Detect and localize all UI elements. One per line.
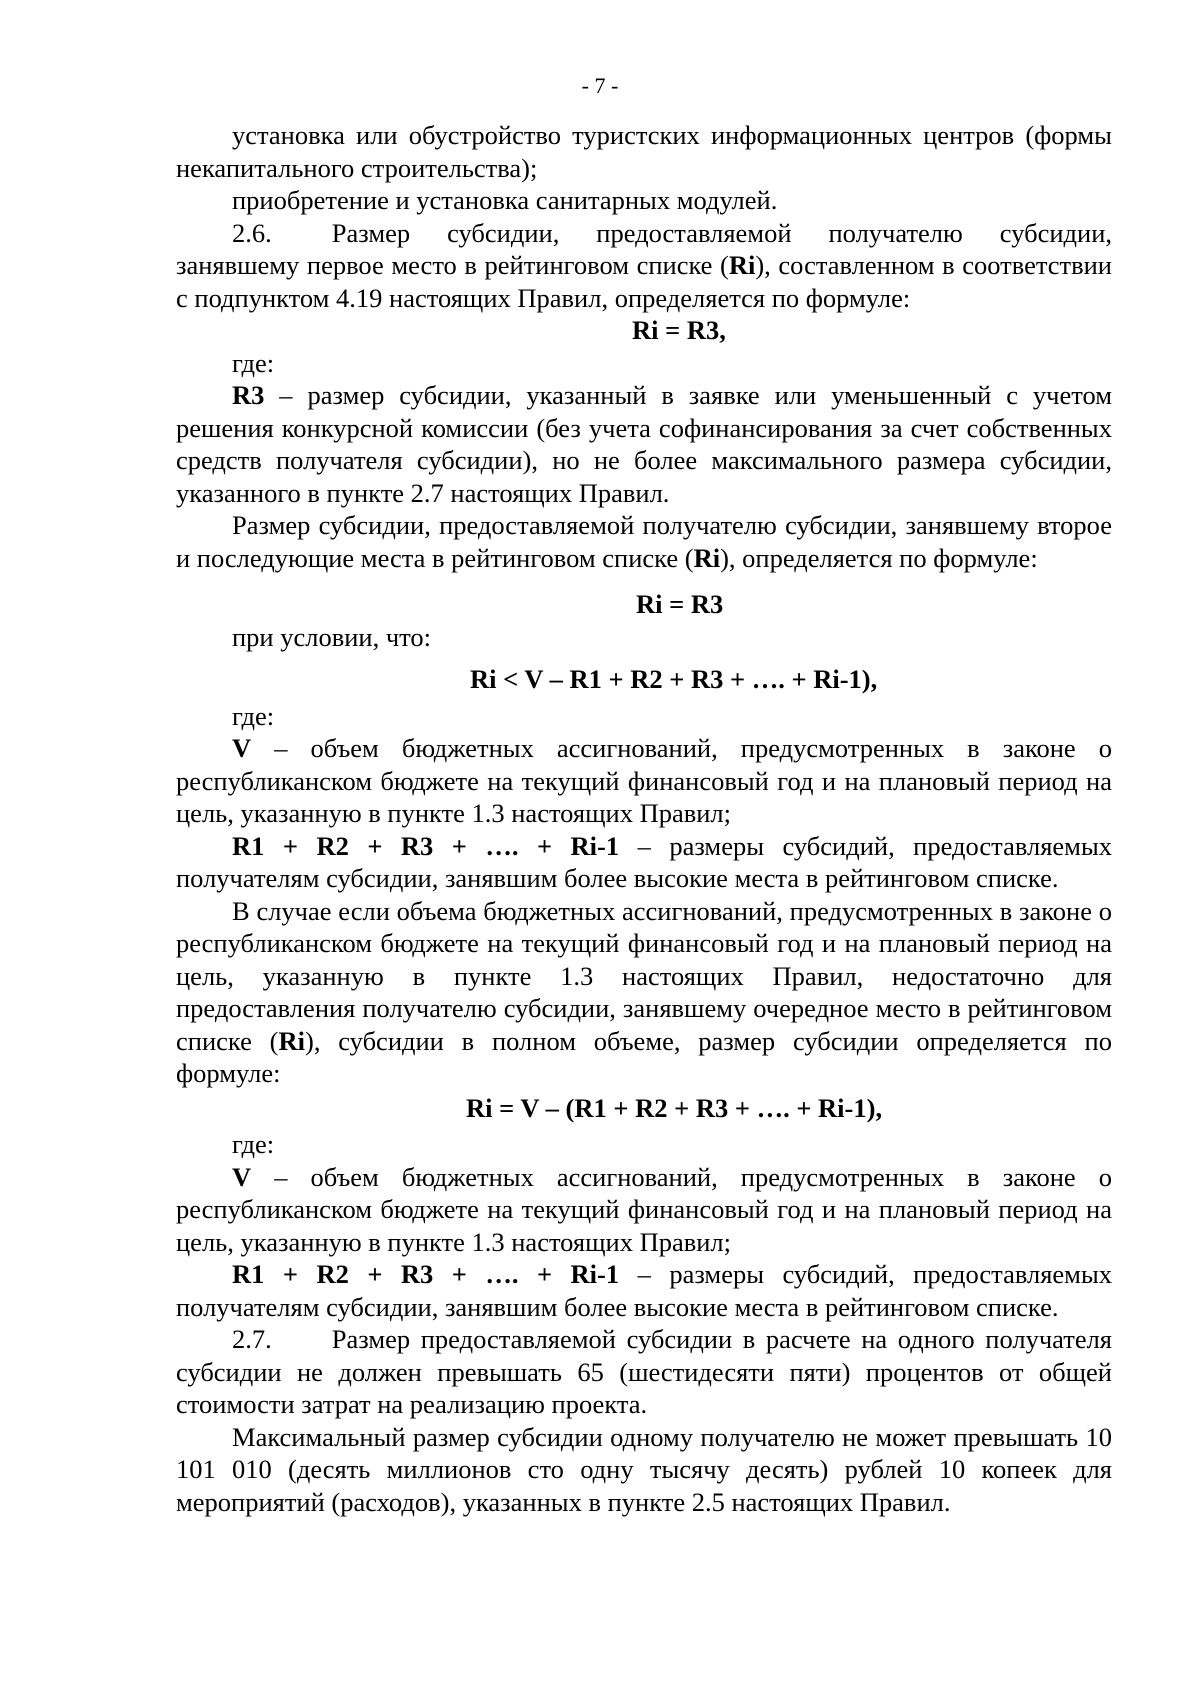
paragraph-tourist-centers: установка или обустройство туристских информационных центров (формы некапитального строительства); <box>176 120 1112 183</box>
document-body <box>176 119 1112 1518</box>
clause-number: 2.6. <box>232 217 272 248</box>
paragraph-2-7: 2.7. Размер предоставляемой субсидии в расчете на одного получателя субсидии не должен превышать 65 (шестидесяти пяти) процентов от общей стоимости затрат на реализацию проекта. <box>176 1324 1112 1419</box>
paragraph-max-subsidy: Максимальный размер субсидии одному получателю не может превышать 10 101 010 (десять миллионов сто одну тысячу десять) рублей 10 копеек для мероприятий (расходов), указанных в пункте 2.5 настоящих Правил. <box>176 1421 1112 1517</box>
clause-number: 2.7. <box>232 1324 272 1354</box>
paragraph-sanitary-modules: приобретение и установка санитарных модулей. <box>232 185 778 215</box>
where-label: где: <box>232 347 275 378</box>
paragraph-second-places: Размер субсидии, предоставляемой получателю субсидии, занявшему второе и последующие места в рейтинговом списке (Ri), определяется по формуле: <box>176 510 1112 573</box>
definition-v: V – объем бюджетных ассигнований, предусмотренных в законе о республиканском бюджете на текущий финансовый год и на плановый период на цель, указанную в пункте 1.3 настоящих Правил; <box>176 1161 1112 1257</box>
paragraph-2-6: 2.6. Размер субсидии, предоставляемой получателю субсидии, занявшему первое место в рейтинговом списке (Ri), составленном в соответствии с подпунктом 4.19 настоящих Правил, определяется по формуле: <box>176 217 1112 313</box>
where-label: где: <box>232 700 275 731</box>
condition-label: при условии, что: <box>232 621 432 652</box>
formula-3: Ri < V – R1 + R2 + R3 + …. + Ri-1), <box>470 664 878 694</box>
definition-r-sum: R1 + R2 + R3 + …. + Ri-1 – размеры субсидий, предоставляемых получателям субсидии, занявшим более высокие места в рейтинговом списке. <box>176 1259 1113 1322</box>
formula-1: Ri = R3, <box>632 315 726 345</box>
page-number: - 7 - <box>581 73 619 98</box>
where-label: где: <box>232 1129 275 1159</box>
formula-4: Ri = V – (R1 + R2 + R3 + …. + Ri-1), <box>466 1092 883 1123</box>
definition-r3: R3 – размер субсидии, указанный в заявке или уменьшенный с учетом решения конкурсной комиссии (без учета софинансирования за счет собственных средств получателя субсидии), но не более максимального размера субсидии, указанного в пункте 2.7 настоящих Правил. <box>176 380 1112 508</box>
definition-r-sum: R1 + R2 + R3 + …. + Ri-1 – размеры субсидий, предоставляемых получателям субсидии, занявшим более высокие места в рейтинговом списке. <box>176 830 1113 893</box>
definition-v: V – объем бюджетных ассигнований, предусмотренных в законе о республиканском бюджете на текущий финансовый год и на плановый период на цель, указанную в пункте 1.3 настоящих Правил; <box>176 733 1112 828</box>
formula-2: Ri = R3 <box>636 589 724 619</box>
paragraph-insufficient-budget: В случае если объема бюджетных ассигнований, предусмотренных в законе о республиканском бюджете на текущий финансовый год и на плановый период на цель, указанную в пункте 1.3 настоящих Правил, недостаточно для предоставления получателю субсидии, занявшему очередное место в рейтинговом списке (Ri), субсидии в полном объеме, размер субсидии определяется по формуле: <box>176 895 1112 1088</box>
